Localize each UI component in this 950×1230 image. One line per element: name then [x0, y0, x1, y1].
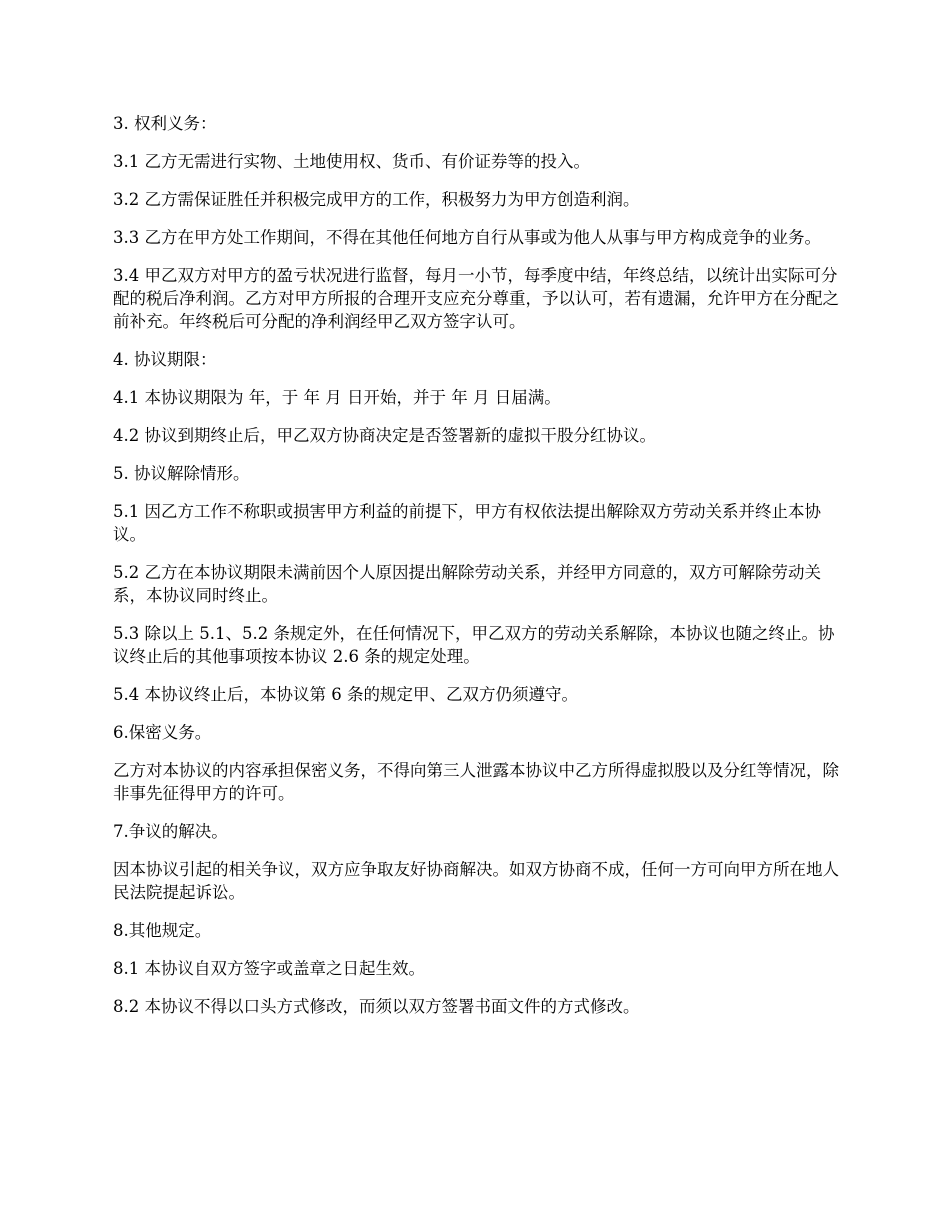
clause-8-2: 8.2 本协议不得以口头方式修改，而须以双方签署书面文件的方式修改。 — [113, 997, 640, 1016]
clause-3-1: 3.1 乙方无需进行实物、土地使用权、货币、有价证券等的投入。 — [113, 152, 590, 171]
clause-4-1: 4.1 本协议期限为 年，于 年 月 日开始，并于 年 月 日届满。 — [113, 388, 561, 407]
clause-3-3: 3.3 乙方在甲方处工作期间，不得在其他任何地方自行从事或为他人从事与甲方构成竞争的业务。 — [113, 228, 821, 247]
section-heading-rights-obligations: 3. 权利义务： — [113, 114, 217, 133]
section-heading-termination: 5. 协议解除情形。 — [113, 464, 250, 483]
clause-3-4: 3.4 甲乙双方对甲方的盈亏状况进行监督，每月一小节，每季度中结，年终总结，以统计出实际可分配的税后净利润。乙方对甲方所报的合理开支应充分尊重，予以认可，若有遗漏，允许甲方在分配之前补充。年终税后可分配的净利润经甲乙双方签字认可。 — [113, 266, 839, 331]
clause-5-2: 5.2 乙方在本协议期限未满前因个人原因提出解除劳动关系，并经甲方同意的，双方可解除劳动关系，本协议同时终止。 — [113, 563, 821, 605]
section-heading-other: 8.其他规定。 — [113, 921, 212, 940]
clause-8-1: 8.1 本协议自双方签字或盖章之日起生效。 — [113, 959, 425, 978]
clause-5-3: 5.3 除以上 5.1、5.2 条规定外，在任何情况下，甲乙双方的劳动关系解除，本协议也随之终止。协议终止后的其他事项按本协议 2.6 条的规定处理。 — [113, 624, 835, 666]
section-heading-term: 4. 协议期限： — [113, 350, 217, 369]
clause-4-2: 4.2 协议到期终止后，甲乙双方协商决定是否签署新的虚拟干股分红协议。 — [113, 426, 656, 445]
clause-7-body: 因本协议引起的相关争议，双方应争取友好协商解决。如双方协商不成，任何一方可向甲方所在地人民法院提起诉讼。 — [113, 860, 839, 902]
clause-3-2: 3.2 乙方需保证胜任并积极完成甲方的工作，积极努力为甲方创造利润。 — [113, 190, 640, 209]
clause-6-body: 乙方对本协议的内容承担保密义务，不得向第三人泄露本协议中乙方所得虚拟股以及分红等情况，除非事先征得甲方的许可。 — [113, 761, 839, 803]
clause-5-4: 5.4 本协议终止后，本协议第 6 条的规定甲、乙双方仍须遵守。 — [113, 685, 578, 704]
section-heading-confidentiality: 6.保密义务。 — [113, 723, 212, 742]
clause-5-1: 5.1 因乙方工作不称职或损害甲方利益的前提下，甲方有权依法提出解除双方劳动关系并终止本协议。 — [113, 502, 821, 544]
document-body — [113, 112, 843, 1033]
section-heading-dispute: 7.争议的解决。 — [113, 822, 228, 841]
